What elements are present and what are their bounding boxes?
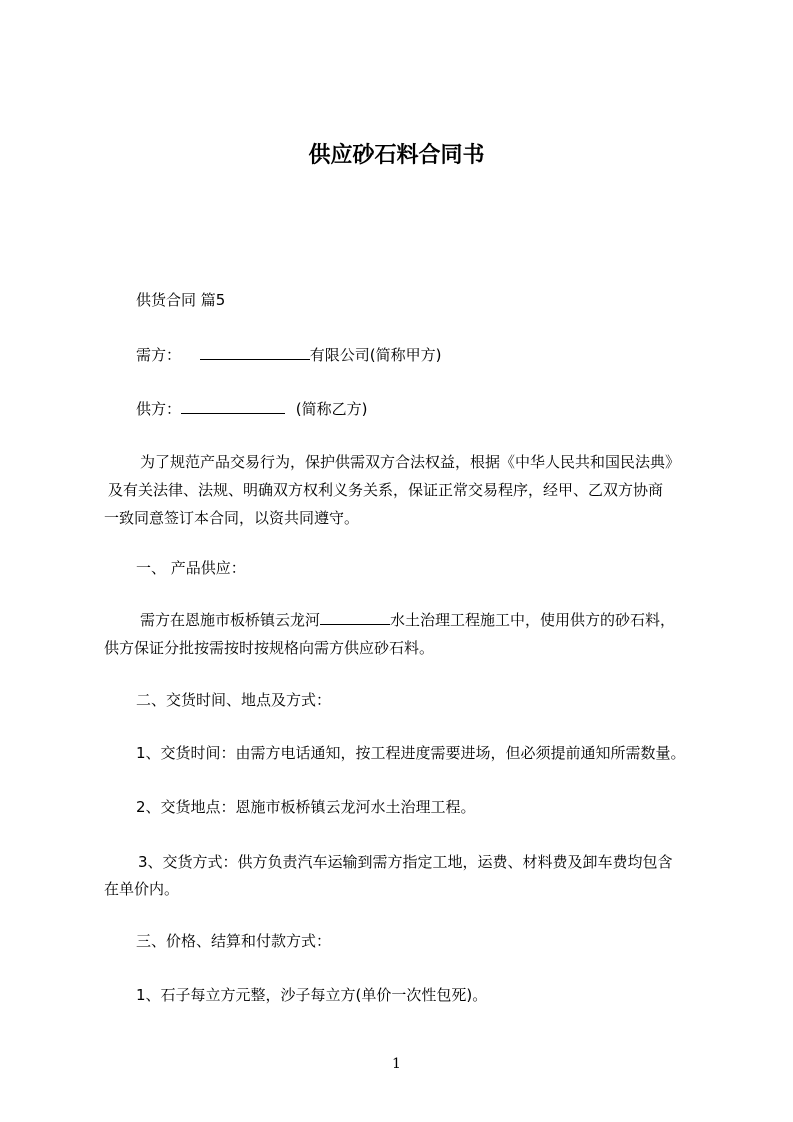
contract-subtitle: 供货合同 篇5 [136, 291, 226, 309]
party-a-suffix: 有限公司(简称甲方) [309, 346, 442, 364]
page-number: 1 [392, 1056, 401, 1072]
preamble-line-3: 一致同意签订本合同，以资共同遵守。 [104, 509, 360, 527]
party-a-label: 需方： [136, 346, 182, 364]
party-a-blank [200, 345, 310, 360]
preamble-line-1: 为了规范产品交易行为，保护供需双方合法权益，根据《中华人民共和国民法典》 [140, 453, 681, 471]
section-3-item-1: 1、石子每立方元整，沙子每立方(单价一次性包死)。 [136, 986, 488, 1004]
section-2-heading: 二、交货时间、地点及方式： [136, 691, 332, 709]
section-2-item-3-line-1: 3、交货方式：供方负责汽车运输到需方指定工地，运费、材料费及卸车费均包含 [138, 853, 673, 871]
page-title: 供应砂石料合同书 [308, 143, 485, 168]
party-b-label: 供方： [136, 400, 182, 418]
party-b-blank [181, 399, 285, 414]
party-b-line [136, 399, 756, 419]
section-2-item-2: 2、交货地点：恩施市板桥镇云龙河水土治理工程。 [136, 798, 476, 816]
section-2-item-1: 1、交货时间：由需方电话通知，按工程进度需要进场，但必须提前通知所需数量。 [136, 744, 686, 762]
section-2-item-3-line-2: 在单价内。 [104, 880, 180, 898]
section-1-line-1 [140, 610, 760, 630]
section-1-text-a: 需方在恩施市板桥镇云龙河 [140, 611, 321, 629]
party-b-suffix: (简称乙方) [295, 400, 368, 418]
section-1-line-2: 供方保证分批按需按时按规格向需方供应砂石料。 [104, 639, 435, 657]
section-3-heading: 三、价格、结算和付款方式： [136, 932, 332, 950]
section-1-heading: 一、 产品供应： [136, 559, 246, 577]
project-blank [320, 610, 390, 625]
section-1-text-b: 水土治理工程施工中，使用供方的砂石料， [390, 611, 676, 629]
preamble-line-2: 及有关法律、法规、明确双方权利义务关系，保证正常交易程序，经甲、乙双方协商 [108, 481, 664, 499]
party-a-line [136, 345, 756, 365]
